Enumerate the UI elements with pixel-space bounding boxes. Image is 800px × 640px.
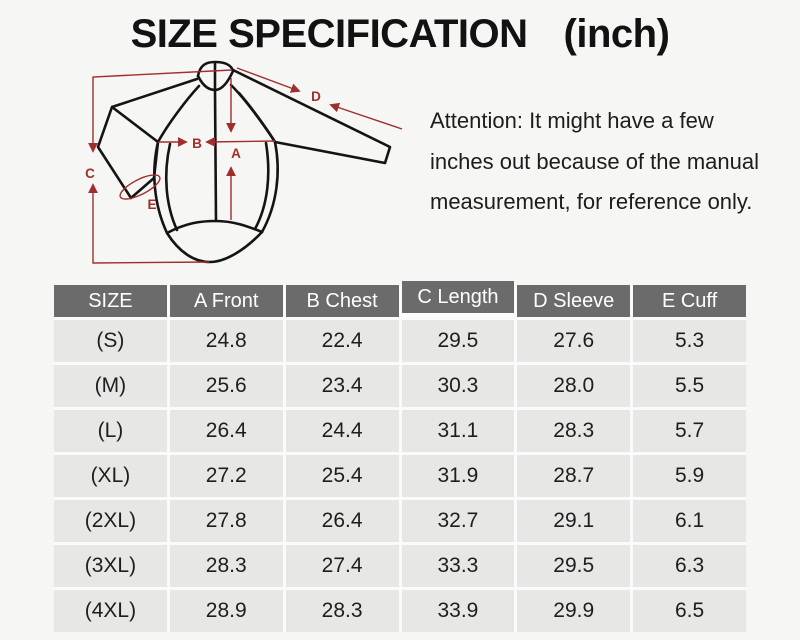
attention-note — [430, 101, 800, 223]
table-cell: 22.4 — [286, 320, 399, 362]
table-cell: 28.7 — [517, 455, 630, 497]
table-cell: 27.2 — [170, 455, 283, 497]
attention-line: Attention: It might have a few — [430, 108, 714, 133]
jacket-outline — [98, 62, 390, 262]
size-label-cell: (XL) — [54, 455, 167, 497]
column-header-sleeve: D Sleeve — [517, 285, 630, 317]
table-cell: 29.1 — [517, 500, 630, 542]
page-title-main: SIZE SPECIFICATION — [130, 12, 528, 56]
table-cell: 25.6 — [170, 365, 283, 407]
table-cell: 6.3 — [633, 545, 746, 587]
table-cell: 30.3 — [402, 365, 515, 407]
page-title-unit: (inch) — [563, 12, 670, 56]
size-label-cell: (S) — [54, 320, 167, 362]
table-cell: 29.5 — [402, 320, 515, 362]
column-header-chest: B Chest — [286, 285, 399, 317]
table-cell: 29.9 — [517, 590, 630, 632]
column-header-size: SIZE — [54, 285, 167, 317]
table-cell: 24.8 — [170, 320, 283, 362]
table-cell: 27.4 — [286, 545, 399, 587]
table-cell: 33.9 — [402, 590, 515, 632]
table-cell: 5.5 — [633, 365, 746, 407]
table-cell: 31.9 — [402, 455, 515, 497]
table-cell: 29.5 — [517, 545, 630, 587]
table-cell: 28.0 — [517, 365, 630, 407]
table-cell: 28.3 — [170, 545, 283, 587]
size-table — [54, 285, 746, 632]
b-chest-line-right — [207, 141, 275, 142]
size-label-cell: (3XL) — [54, 545, 167, 587]
table-cell: 26.4 — [286, 500, 399, 542]
table-cell: 6.5 — [633, 590, 746, 632]
table-cell: 5.7 — [633, 410, 746, 452]
c-length-bracket-top — [93, 70, 232, 151]
attention-line: inches out because of the manual — [430, 148, 760, 174]
attention-line: measurement, for reference only. — [430, 189, 753, 214]
table-cell: 28.9 — [170, 590, 283, 632]
table-cell: 24.4 — [286, 410, 399, 452]
size-label-cell: (M) — [54, 365, 167, 407]
size-label-cell: (4XL) — [54, 590, 167, 632]
table-cell: 25.4 — [286, 455, 399, 497]
table-cell: 28.3 — [286, 590, 399, 632]
measure-label-b: B — [192, 136, 202, 151]
column-header-front: A Front — [170, 285, 283, 317]
column-header-cuff: E Cuff — [633, 285, 746, 317]
measure-label-d: D — [311, 89, 321, 104]
measure-label-e: E — [147, 197, 157, 212]
page-title — [0, 12, 800, 57]
table-cell: 5.9 — [633, 455, 746, 497]
measure-label-c: C — [85, 166, 95, 181]
measure-label-a: A — [231, 146, 241, 161]
table-cell: 23.4 — [286, 365, 399, 407]
table-cell: 27.8 — [170, 500, 283, 542]
d-sleeve-line-lower — [331, 105, 402, 129]
table-cell: 5.3 — [633, 320, 746, 362]
jacket-measurement-diagram — [55, 55, 420, 270]
table-cell: 28.3 — [517, 410, 630, 452]
size-label-cell: (2XL) — [54, 500, 167, 542]
size-label-cell: (L) — [54, 410, 167, 452]
column-header-length: C Length — [402, 281, 515, 313]
table-cell: 32.7 — [402, 500, 515, 542]
table-cell: 6.1 — [633, 500, 746, 542]
table-cell: 27.6 — [517, 320, 630, 362]
table-cell: 33.3 — [402, 545, 515, 587]
table-cell: 31.1 — [402, 410, 515, 452]
table-cell: 26.4 — [170, 410, 283, 452]
